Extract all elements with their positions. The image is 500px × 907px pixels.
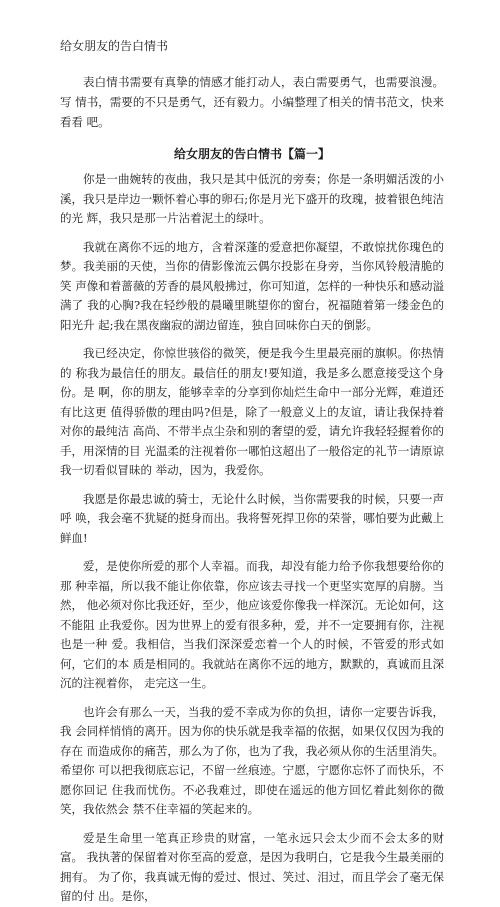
body-paragraph-4: 我愿是你最忠诚的骑士，无论什么时候，当你需要我的时候，只要一声呼 唤，我会毫不犹疑的挺身而出。我将誓死捍卫你的荣誉，哪怕要为此戴上鲜血! (60, 491, 444, 545)
body-paragraph-5: 爱，是使你所爱的那个人幸福。而我，却没有能力给予你我想要给你的那 种幸福，所以我不能让你依靠，你应该去寻找一个更坚实宽厚的肩膀。当然， 他必须对你比我还好，至少，他应该爱你像我一样深沉。无论如何，这不能阻 止我爱你。因为世界上的爱有很多种，爱，并不一定要拥有你，注视也是一种 爱。我相信，当我们深深爱恋着一个人的时候，不管爱的形式如何，它们的本 质是相同的。我就站在离你不远的地方，默默的，真诚而且深沉的注视着你， 走完这一生。 (60, 559, 444, 690)
body-paragraph-1: 你是一曲婉转的夜曲，我只是其中低沉的旁奏；你是一条明媚活泼的小溪，我只是岸边一颗怀着心事的卵石;你是月光下盛开的玫瑰，披着银色纯洁的光 辉，我只是那一片沾着泥土的绿叶。 (60, 172, 444, 225)
document-title: 给女朋友的告白情书 (60, 39, 169, 53)
intro-paragraph: 表白情书需要有真挚的情感才能打动人，表白需要勇气，也需要浪漫。写 情书，需要的不只是勇气，还有毅力。小编整理了相关的情书范文，快来看看 吧。 (60, 75, 444, 129)
body-paragraph-3: 我已经决定，你惊世骇俗的微笑，便是我今生里最亮丽的旗帜。你热情的 称我为最信任的朋友。最信任的朋友!要知道，我是多么愿意接受这个身份。是 啊，你的朋友，能够幸幸的分享到你灿烂生命中一部分光辉，难道还有比这更 值得骄傲的理由吗?但是，除了一般意义上的友谊，请让我保持着对你的最纯洁 高尚、不带半点尘杂和别的奢望的爱，请允许我轻轻握着你的手，用深情的目 光温柔的注视着你一哪怕这超出了一般俗定的礼节一请原谅我一切看似冒昧的 举动，因为，我爱你。 (60, 346, 444, 477)
body-paragraph-6: 也许会有那么一天，当我的爱不幸成为你的负担，请你一定要告诉我，我 会同样悄悄的离开。因为你的快乐就是我幸福的依据，如果仅仅因为我的存在 而造成你的痛苦，那么为了你，也为了我，我必须从你的生活里消失。希望你 可以把我彻底忘记，不留一丝痕迹。宁愿，宁愿你忘怀了而快乐，不愿你回记 住我而忧伤。不必我难过，即使在遥远的他方回忆着此刻你的微笑，我依然会 禁不住幸福的笑起来的。 (60, 704, 444, 816)
body-paragraph-7: 爱是生命里一笔真正珍贵的财富，一笔永远只会太少而不会太多的财富。 我执著的保留着对你至高的爱意，是因为我明白，它是我今生最美丽的拥有。 为了你，我真诚无悔的爱过、恨过、笑过、泪过，而且学会了毫无保留的付 出。是你， (60, 830, 444, 903)
body-paragraph-2: 我就在离你不远的地方，含着深蓬的爱意把你凝望，不敢惊扰你瑰色的 梦。我美丽的天使，当你的倩影像流云偶尔投影在身旁，当你风铃般清脆的笑 声像和着蔷薇的芳香的晨风般拂过，你可知道，怎样的一种快乐和感动溢满了 我的心胸?我在轻纱般的晨曦里眺望你的窗台，祝福随着第一缕金色的阳光升 起;我在黑夜幽寂的湖边留连，独自回味你白天的倒影。 (60, 239, 444, 332)
section-heading: 给女朋友的告白情书【篇一】 (173, 147, 330, 161)
